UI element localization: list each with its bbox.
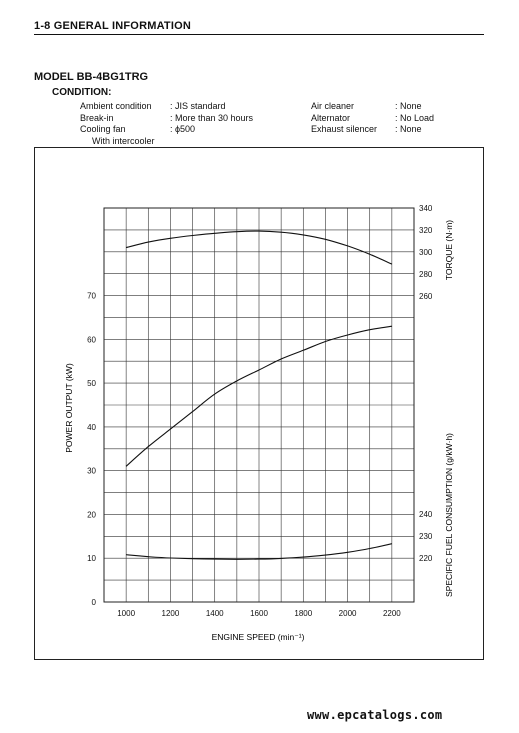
condition-key-exhaust: Exhaust silencer [311,124,378,134]
condition-label: CONDITION: [52,87,112,98]
x-tick-label: 1000 [117,609,136,618]
sfc-tick-label: 240 [419,510,433,519]
condition-key-break-in: Break-in [80,112,114,123]
torque-tick-label: 340 [419,204,433,213]
x-tick-label: 1200 [161,609,180,618]
condition-value-break-in: : More than 30 hours [170,112,254,123]
power-tick-label: 0 [91,598,96,607]
sfc-tick-label: 230 [419,532,433,541]
x-tick-label: 1800 [294,609,313,618]
power-tick-label: 10 [87,554,96,564]
model-title: MODEL BB-4BG1TRG [34,71,149,83]
sfc-axis-title: SPECIFIC FUEL CONSUMPTION (g/kW·h) [444,432,454,598]
condition-key-intercooler: With intercooler [92,135,155,146]
condition-key-air-cleaner: Air cleaner [311,101,355,111]
x-axis-title: ENGINE SPEED (min⁻¹) [211,632,305,642]
torque-tick-label: 280 [419,270,433,279]
x-tick-label: 2200 [382,609,401,618]
power-tick-label: 40 [87,422,96,432]
power-tick-label: 60 [87,335,96,345]
torque-tick-label: 300 [419,248,433,257]
sfc-tick-label: 220 [419,554,433,563]
condition-key-cooling-fan: Cooling fan [80,124,126,134]
torque-axis-title: TORQUE (N·m) [444,219,454,281]
torque-tick-label: 260 [419,292,433,301]
section-header: 1-8 GENERAL INFORMATION [34,20,191,32]
x-tick-label: 2000 [338,609,357,618]
condition-value-air-cleaner: : None [395,101,422,111]
condition-value-ambient: : JIS standard [170,101,226,111]
condition-key-ambient: Ambient condition [80,101,152,111]
watermark: www.epcatalogs.com [307,708,443,722]
x-tick-label: 1400 [205,609,224,618]
torque-tick-label: 320 [419,226,433,235]
condition-value-alternator: : No Load [395,112,435,123]
grid-layer [104,208,414,602]
condition-value-exhaust: : None [395,124,422,134]
x-tick-label: 1600 [250,609,268,618]
power-axis-title: POWER OUTPUT (kW) [64,363,74,453]
power-tick-label: 70 [87,291,96,301]
power-tick-label: 20 [87,510,96,520]
power-tick-label: 30 [87,466,96,476]
condition-value-cooling-fan: : ϕ500 [170,124,196,134]
power-tick-label: 50 [87,379,96,389]
condition-key-alternator: Alternator [311,112,351,123]
